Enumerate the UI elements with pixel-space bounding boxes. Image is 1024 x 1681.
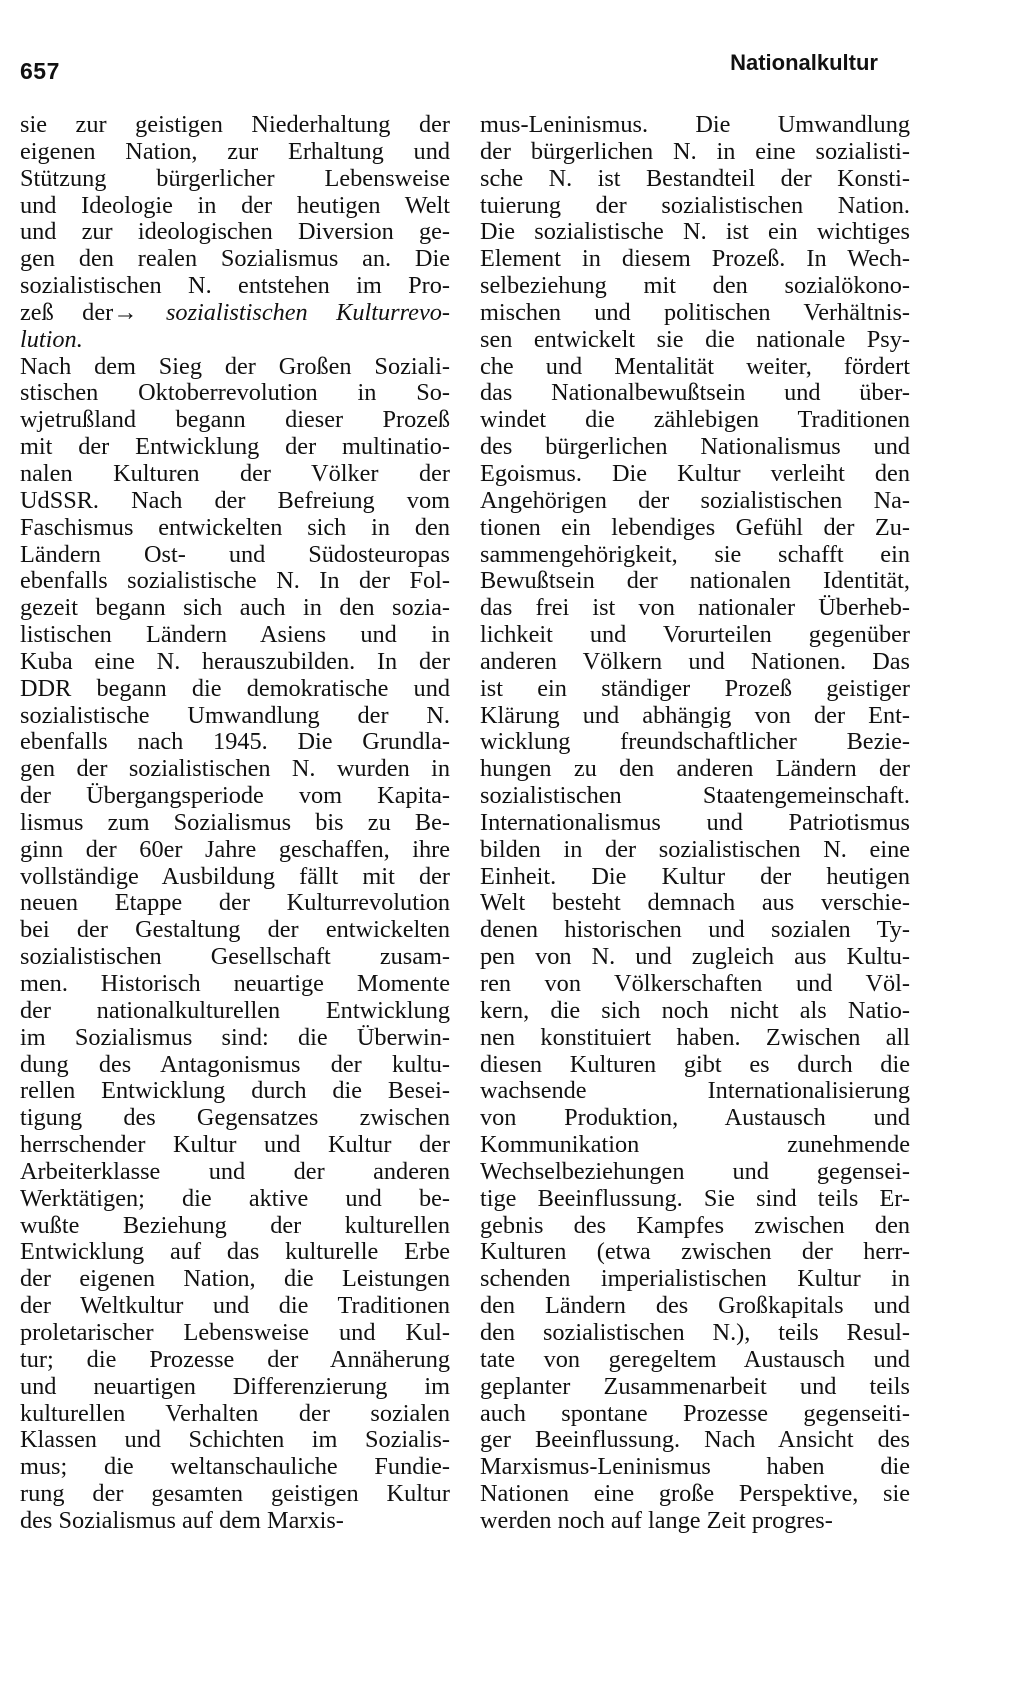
text-line: der bürgerlichen N. in eine sozialisti- [480,138,910,165]
text-line: bilden in der sozialistischen N. eine [480,836,910,863]
right-column [480,112,910,1535]
text-line: Stützung bürgerlicher Lebensweise [20,165,450,192]
text-line: der Weltkultur und die Traditionen [20,1293,450,1320]
text-line: wjetrußland begann dieser Prozeß [20,407,450,434]
text-line: der Übergangsperiode vom Kapita- [20,783,450,810]
text-line: ebenfalls nach 1945. Die Grundla- [20,729,450,756]
text-line: Ländern Ost- und Südosteuropas [20,541,450,568]
text-line: tionen ein lebendiges Gefühl der Zu- [480,514,910,541]
text-line: den sozialistischen N.), teils Resul- [480,1319,910,1346]
text-line: dung des Antagonismus der kultu- [20,1051,450,1078]
text-line: hungen zu den anderen Ländern der [480,756,910,783]
text-line: herrschender Kultur und Kultur der [20,1132,450,1159]
text-line: ist ein ständiger Prozeß geistiger [480,675,910,702]
text-line: nalen Kulturen der Völker der [20,460,450,487]
text-line: anderen Völkern und Nationen. Das [480,648,910,675]
text-line: men. Historisch neuartige Momente [20,971,450,997]
text-line: lismus zum Sozialismus bis zu Be- [20,809,450,836]
text-line: gen den realen Sozialismus an. Die [20,246,450,273]
text-line: Kommunikation zunehmende [480,1132,910,1159]
text-line: geplanter Zusammenarbeit und teils [480,1373,910,1400]
text-line: stischen Oktoberrevolution in So- [20,380,450,407]
text-line: selbeziehung mit den sozialökono- [480,273,910,300]
text-line: Kuba eine N. herauszubilden. In der [20,648,450,675]
text-line: vollständige Ausbildung fällt mit der [20,863,450,890]
text-line: sie zur geistigen Niederhaltung der [20,112,450,138]
text-line: wachsende Internationalisierung [480,1078,910,1105]
text-line: gezeit begann sich auch in den sozia- [20,595,450,622]
text-line: sen entwickelt sie die nationale Psy- [480,326,910,353]
text-line: sche N. ist Bestandteil der Konsti- [480,165,910,192]
text-line: Egoismus. Die Kultur verleiht den [480,460,910,487]
text-line: rellen Entwicklung durch die Besei- [20,1078,450,1105]
text-line: UdSSR. Nach der Befreiung vom [20,487,450,514]
page-number: 657 [20,58,60,84]
text-line: wußte Beziehung der kulturellen [20,1212,450,1239]
text-line: Einheit. Die Kultur der heutigen [480,863,910,890]
text-line: der eigenen Nation, die Leistungen [20,1266,450,1293]
text-line: eigenen Nation, zur Erhaltung und [20,138,450,165]
text-line: das Nationalbewußtsein und über- [480,380,910,407]
text-line: ginn der 60er Jahre geschaffen, ihre [20,836,450,863]
text-line: sammengehörigkeit, sie schafft ein [480,541,910,568]
text-line: Nationen eine große Perspektive, sie [480,1481,910,1508]
text-line: Arbeiterklasse und der anderen [20,1158,450,1185]
text-line: Marxismus-Leninismus haben die [480,1454,910,1481]
text-line: auch spontane Prozesse gegenseiti- [480,1400,910,1427]
text-line: zeß der→ sozialistischen Kulturrevo- [20,299,450,326]
text-line: mus-Leninismus. Die Umwandlung [480,112,910,138]
running-head: Nationalkultur [730,50,878,75]
text-line: mit der Entwicklung der multinatio- [20,434,450,461]
text-line: kulturellen Verhalten der sozialen [20,1400,450,1427]
text-line: ebenfalls sozialistische N. In der Fol- [20,568,450,595]
text-line: ren von Völkerschaften und Völ- [480,971,910,997]
text-line: gen der sozialistischen N. wurden in [20,756,450,783]
text-line: Klassen und Schichten im Sozialis- [20,1427,450,1454]
text-line: den Ländern des Großkapitals und [480,1293,910,1320]
text-line: sozialistischen Gesellschaft zusam- [20,944,450,971]
text-line: das frei ist von nationaler Überheb- [480,595,910,622]
text-line: und zur ideologischen Diversion ge- [20,219,450,246]
cross-reference: lution. [20,326,83,353]
text-line: nen konstituiert haben. Zwischen all [480,1024,910,1051]
text-line: pen von N. und zugleich aus Kultu- [480,944,910,971]
text-line: Welt besteht demnach aus verschie- [480,890,910,917]
text-line: che und Mentalität weiter, fördert [480,353,910,380]
text-line: tur; die Prozesse der Annäherung [20,1346,450,1373]
text-line: werden noch auf lange Zeit progres- [480,1507,833,1534]
text-line: im Sozialismus sind: die Überwin- [20,1024,450,1051]
text-line: ger Beeinflussung. Nach Ansicht des [480,1427,910,1454]
text-line: tate von geregeltem Austausch und [480,1346,910,1373]
text-line: mischen und politischen Verhältnis- [480,299,910,326]
text-line: gebnis des Kampfes zwischen den [480,1212,910,1239]
text-line: neuen Etappe der Kulturrevolution [20,890,450,917]
text-line: Wechselbeziehungen und gegensei- [480,1158,910,1185]
text-line: lichkeit und Vorurteilen gegenüber [480,622,910,649]
text-line: Kulturen (etwa zwischen der herr- [480,1239,910,1266]
text-line: proletarischer Lebensweise und Kul- [20,1319,450,1346]
text-line: Internationalismus und Patriotismus [480,809,910,836]
text-line: wicklung freundschaftlicher Bezie- [480,729,910,756]
text-line: Die sozialistische N. ist ein wichtiges [480,219,910,246]
text-line: der nationalkulturellen Entwicklung [20,997,450,1024]
text-line: von Produktion, Austausch und [480,1105,910,1132]
text-line: sozialistische Umwandlung der N. [20,702,450,729]
text-line: des Sozialismus auf dem Marxis- [20,1507,344,1534]
text-line: und Ideologie in der heutigen Welt [20,192,450,219]
text-line: windet die zählebigen Traditionen [480,407,910,434]
text-line: rung der gesamten geistigen Kultur [20,1481,450,1508]
text-line: denen historischen und sozialen Ty- [480,917,910,944]
cross-reference: sozialistischen Kulturrevo- [165,299,450,326]
text-line: des bürgerlichen Nationalismus und [480,434,910,461]
text-line: tige Beeinflussung. Sie sind teils Er- [480,1185,910,1212]
text-line: Werktätigen; die aktive und be- [20,1185,450,1212]
text-line: DDR begann die demokratische und [20,675,450,702]
text-line [20,327,450,354]
text-line: schenden imperialistischen Kultur in [480,1266,910,1293]
text-line: Element in diesem Prozeß. In Wech- [480,246,910,273]
text-line: Faschismus entwickelten sich in den [20,514,450,541]
text-line: kern, die sich noch nicht als Natio- [480,997,910,1024]
text-line: sozialistischen N. entstehen im Pro- [20,273,450,300]
text-line: Klärung und abhängig von der Ent- [480,702,910,729]
text-line: Nach dem Sieg der Großen Soziali- [20,353,450,380]
text-line: bei der Gestaltung der entwickelten [20,917,450,944]
text-line: sozialistischen Staatengemeinschaft. [480,783,910,810]
text-line: Bewußtsein der nationalen Identität, [480,568,910,595]
text-line: Angehörigen der sozialistischen Na- [480,487,910,514]
text-line: Entwicklung auf das kulturelle Erbe [20,1239,450,1266]
text-line: diesen Kulturen gibt es durch die [480,1051,910,1078]
text-line: mus; die weltanschauliche Fundie- [20,1454,450,1481]
left-column [20,112,450,1535]
text-line: listischen Ländern Asiens und in [20,622,450,649]
text-line: tigung des Gegensatzes zwischen [20,1105,450,1132]
text-line: tuierung der sozialistischen Nation. [480,192,910,219]
text-line: und neuartigen Differenzierung im [20,1373,450,1400]
